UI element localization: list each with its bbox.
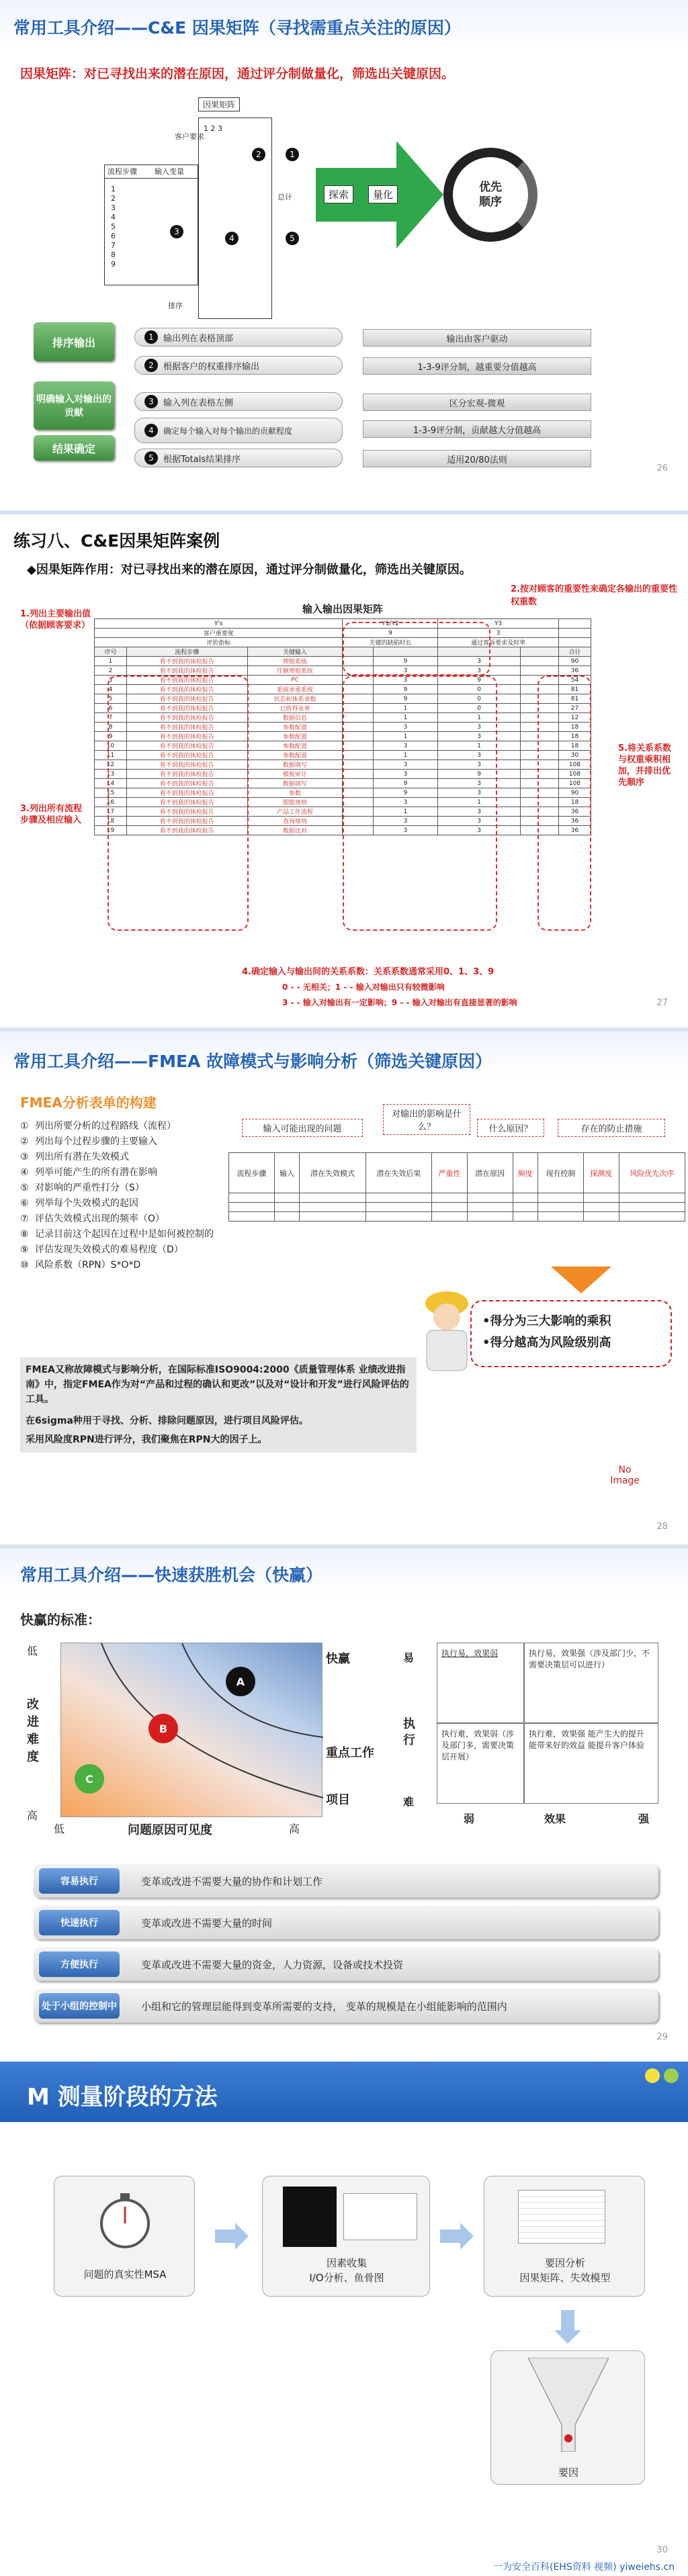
table-cell: 3 bbox=[373, 666, 438, 676]
order-label: 排序 bbox=[168, 302, 183, 310]
criteria-key: 快速执行 bbox=[39, 1910, 120, 1935]
explore-label: 探索 bbox=[324, 185, 353, 203]
box-key-label-1: 要因分析 bbox=[544, 2257, 585, 2269]
priority-circle bbox=[443, 148, 538, 242]
table-cell: 36 bbox=[558, 807, 591, 817]
total-label: 总计 bbox=[277, 193, 292, 201]
col-total: 合计 bbox=[558, 647, 591, 657]
step-number: ④ bbox=[20, 1167, 29, 1178]
criteria-value: 变革或改进不需要大量的协作和计划工作 bbox=[141, 1875, 323, 1888]
annotation-1: 1.列出主要输出值（依据顾客要求） bbox=[20, 609, 91, 631]
y-axis-label: 改进难度 bbox=[27, 1698, 39, 1764]
slide-title: 常用工具介绍——FMEA 故障模式与影响分析（筛选关键原因） bbox=[13, 1052, 492, 1071]
grid-weak: 弱 bbox=[464, 1812, 475, 1825]
table-cell: 18 bbox=[95, 817, 127, 826]
arrow-right-2-icon bbox=[440, 2223, 474, 2252]
table-cell: 0 bbox=[438, 685, 520, 694]
table-cell: 查询规则 bbox=[247, 817, 343, 826]
fishbone-icon bbox=[283, 2187, 337, 2247]
criteria-value: 变革或改进不需要大量的资金，人力资源，设备或技术投资 bbox=[141, 1958, 404, 1971]
dashed-outputs bbox=[343, 622, 490, 676]
table-cell: 5 bbox=[95, 694, 127, 704]
table-cell: 任额理赔系统 bbox=[247, 666, 343, 676]
table-cell: 看不到我的体检报告 bbox=[127, 770, 248, 779]
table-cell: 9 bbox=[438, 676, 520, 685]
criteria-key: 容易执行 bbox=[39, 1868, 120, 1894]
box-key-cause bbox=[490, 2350, 645, 2485]
criteria-value: 小组和它的管理层能得到变革所需要的支持， 变革的规模是在小组能影响的范围内 bbox=[141, 2000, 507, 2013]
step-row-1: 1 输出列在表格顶部 bbox=[134, 328, 343, 347]
marker-3-icon: 3 bbox=[170, 225, 183, 238]
table-cell: 3 bbox=[373, 798, 438, 807]
quadrant-br: 执行难，效果强 能产生大的提升 能带来好的效益 能提升客户体验 bbox=[524, 1723, 658, 1804]
annotation-5: 5.将关系系数与权重乘积相加，并排出优先顺序 bbox=[618, 743, 671, 788]
page-number: 27 bbox=[656, 998, 668, 1008]
table-cell: 看不到我的体检报告 bbox=[127, 751, 248, 760]
table-cell: 15 bbox=[95, 788, 127, 798]
tag-result: 结果确定 bbox=[34, 435, 114, 461]
table-cell: 3 bbox=[438, 657, 520, 666]
table-cell: 参数 bbox=[247, 788, 343, 798]
step-row-4: 4 确定每个输入对每个输出的贡献程度 bbox=[134, 418, 343, 443]
table-cell: 108 bbox=[558, 770, 591, 779]
quantify-label: 量化 bbox=[368, 185, 398, 203]
table-cell: 19 bbox=[95, 826, 127, 835]
table-cell: PC bbox=[247, 676, 343, 685]
table-cell: 参数配置 bbox=[247, 751, 343, 760]
note-row-4: 1-3-9评分制，贡献越大分值越高 bbox=[363, 420, 591, 438]
table-cell: 看不到我的体检报告 bbox=[127, 826, 248, 835]
page-number: 28 bbox=[656, 1522, 668, 1532]
row-label-metric: 评价指标 bbox=[95, 638, 343, 647]
table-cell: 3 bbox=[95, 676, 127, 685]
stopwatch-icon bbox=[95, 2190, 155, 2250]
criteria-row bbox=[34, 1989, 658, 2023]
criteria-value: 变革或改进不需要大量的时间 bbox=[141, 1917, 273, 1929]
question-1: 输入可能出现的问题 bbox=[242, 1119, 363, 1137]
annotation-3: 3.列出所有流程步骤及相应输入 bbox=[20, 804, 82, 825]
matrix-figure: 因果矩阵 客户要求 流程步骤 输入变量 总计 排序 1 2 3 1 2 3 4 5 6 7 8 9 1 2 3 4 5 bbox=[91, 91, 316, 312]
worker-figure bbox=[417, 1287, 477, 1374]
note-row-2: 1-3-9评分制，越重要分值越高 bbox=[363, 357, 591, 375]
step-text: 列出每个过程步骤的主要输入 bbox=[35, 1136, 157, 1147]
step-text: 列出所有潜在失效模式 bbox=[35, 1152, 129, 1162]
step-text: 风险系数（RPN）S*O*D bbox=[35, 1260, 141, 1271]
table-cell: 1 bbox=[373, 751, 438, 760]
circle-b-icon: B bbox=[148, 1714, 178, 1743]
table-cell: 7 bbox=[95, 713, 127, 723]
rpn-callout bbox=[470, 1300, 672, 1367]
arrow-down-icon bbox=[554, 2310, 581, 2346]
table-cell bbox=[520, 666, 558, 676]
slide-subtitle: ◆因果矩阵作用：对已寻找出来的潜在原因，通过评分制做量化，筛选出关键原因。 bbox=[27, 563, 472, 577]
marker-2-icon: 2 bbox=[252, 148, 265, 161]
table-cell: 1 bbox=[373, 732, 438, 741]
grid-easy: 易 bbox=[403, 1651, 415, 1664]
page-number: 29 bbox=[656, 2032, 668, 2042]
y-col-2: Y3 bbox=[438, 619, 559, 629]
table-cell: 16 bbox=[95, 798, 127, 807]
table-cell: 系统承重系统 bbox=[247, 685, 343, 694]
table-cell: 1 bbox=[438, 741, 520, 751]
label-quick-win: 快赢 bbox=[326, 1652, 350, 1666]
slide-measure bbox=[0, 2062, 688, 2576]
step-row-5: 5 根据Totals结果排序 bbox=[134, 449, 343, 467]
slide-ce-matrix bbox=[0, 0, 688, 477]
table-cell: 数据填写 bbox=[247, 760, 343, 770]
fmea-col-header: 严重性 bbox=[432, 1153, 468, 1193]
priority-label: 优先顺序 bbox=[479, 181, 502, 209]
fmea-col-header: 现有控制 bbox=[538, 1153, 584, 1193]
fmea-table bbox=[228, 1152, 685, 1222]
box-factor-label-2: I/O分析、鱼骨图 bbox=[309, 2272, 384, 2284]
y-desc-2: 通过客诉要求及时率 bbox=[438, 638, 559, 647]
step-text: 评估发现失效模式的难易程度（D） bbox=[35, 1244, 183, 1255]
y-high: 高 bbox=[27, 1809, 38, 1822]
question-3: 什么原因？ bbox=[477, 1119, 544, 1137]
table-cell: 3 bbox=[373, 826, 438, 835]
table-cell: 状态和体系承数 bbox=[247, 694, 343, 704]
x-high: 高 bbox=[289, 1823, 300, 1835]
table-cell: 6 bbox=[95, 704, 127, 713]
table-cell: 9 bbox=[438, 770, 520, 779]
rpn-bullet-2: •得分越高为风险级别高 bbox=[482, 1336, 611, 1350]
box-factor-label-1: 因素收集 bbox=[326, 2257, 367, 2269]
table-cell: 看不到我的体检报告 bbox=[127, 779, 248, 788]
question-2: 对输出的影响是什么？ bbox=[383, 1104, 470, 1135]
fmea-step bbox=[20, 1242, 296, 1258]
weight-1: 9 bbox=[343, 629, 438, 638]
label-key-work: 重点工作 bbox=[326, 1746, 374, 1760]
page-number: 26 bbox=[656, 463, 668, 473]
box-key-label-2: 因果矩阵、失效模型 bbox=[519, 2272, 611, 2284]
table-cell: 模板审计 bbox=[247, 770, 343, 779]
explore-quantify-arrow bbox=[316, 141, 443, 248]
table-cell: 3 bbox=[438, 732, 520, 741]
step-number: ③ bbox=[20, 1152, 29, 1162]
table-cell: 1 bbox=[373, 704, 438, 713]
table-cell: 3 bbox=[373, 676, 438, 685]
y-low: 低 bbox=[27, 1645, 38, 1657]
criteria-label: 快赢的标准： bbox=[20, 1612, 101, 1628]
table-cell: 看不到我的体检报告 bbox=[127, 817, 248, 826]
box-msa bbox=[54, 2176, 195, 2297]
step-text: 列举每个失效模式的起因 bbox=[35, 1198, 138, 1209]
table-cell: 3 bbox=[438, 807, 520, 817]
table-cell: 看不到我的体检报告 bbox=[127, 798, 248, 807]
weight-2: 3 bbox=[438, 629, 559, 638]
funnel-icon bbox=[528, 2358, 609, 2452]
deco-dot-green-icon bbox=[664, 2068, 679, 2083]
step-text: 列出所要分析的过程路线（流程） bbox=[35, 1121, 176, 1132]
row-label-importance: 客户重要度 bbox=[95, 629, 343, 638]
table-cell: 3 bbox=[438, 666, 520, 676]
table-cell: 看不到我的体检报告 bbox=[127, 704, 248, 713]
table-cell: 参数配置 bbox=[247, 741, 343, 751]
table-cell: 8 bbox=[95, 723, 127, 732]
table-cell: 期能规则 bbox=[247, 798, 343, 807]
table-cell: 3 bbox=[438, 779, 520, 788]
table-cell: 看不到我的体检报告 bbox=[127, 694, 248, 704]
step-number: ⑥ bbox=[20, 1198, 29, 1209]
table-cell: 0 bbox=[438, 694, 520, 704]
fmea-description bbox=[20, 1357, 417, 1453]
slide-title: M 测量阶段的方法 bbox=[27, 2084, 218, 2111]
table-cell: 看不到我的体检报告 bbox=[127, 760, 248, 770]
no-image-placeholder: No Image bbox=[610, 1465, 640, 1486]
table-cell: 看不到我的体检报告 bbox=[127, 788, 248, 798]
criteria-key: 处于小组的控制中 bbox=[39, 1993, 120, 2019]
note-row-5: 适用20/80法则 bbox=[363, 450, 591, 467]
table-cell: 1 bbox=[373, 807, 438, 817]
fmea-col-header: 潜在失效后果 bbox=[366, 1153, 431, 1193]
table-cell: 3 bbox=[373, 760, 438, 770]
table-cell: 18 bbox=[558, 798, 591, 807]
table-cell: 看不到我的体检报告 bbox=[127, 807, 248, 817]
table-cell: 1 bbox=[95, 657, 127, 666]
customer-req-label: 客户要求 bbox=[175, 132, 204, 141]
legend-1: 0 - - 无相关；1 - - 输入对输出只有较微影响 bbox=[282, 982, 445, 992]
table-cell: 3 bbox=[373, 770, 438, 779]
table-cell: 9 bbox=[373, 788, 438, 798]
table-cell: 1 bbox=[438, 713, 520, 723]
page-number: 30 bbox=[656, 2545, 668, 2555]
slide-title: 常用工具介绍——快速获胜机会（快赢） bbox=[20, 1565, 323, 1585]
dashed-totals bbox=[538, 676, 591, 931]
table-cell: 18 bbox=[558, 723, 591, 732]
table-cell: 看不到我的体检报告 bbox=[127, 676, 248, 685]
marker-1-icon: 1 bbox=[286, 148, 299, 161]
table-cell: 108 bbox=[558, 760, 591, 770]
table-cell: 3 bbox=[438, 751, 520, 760]
label-project: 项目 bbox=[326, 1793, 350, 1807]
table-cell: 12 bbox=[558, 713, 591, 723]
table-cell: 数据填写 bbox=[247, 779, 343, 788]
table-cell: 36 bbox=[558, 817, 591, 826]
process-step-label: 流程步骤 bbox=[108, 167, 137, 176]
box-msa-label: 问题的真实性MSA bbox=[83, 2268, 167, 2281]
slide-title: 常用工具介绍——C&E 因果矩阵（寻找需重点关注的原因） bbox=[13, 18, 461, 38]
fmea-step bbox=[20, 1258, 296, 1273]
table-cell: 看不到我的体检报告 bbox=[127, 732, 248, 741]
table-cell: 参数配置 bbox=[247, 732, 343, 741]
table-cell: 看不到我的体检报告 bbox=[127, 657, 248, 666]
table-cell: 2 bbox=[95, 666, 127, 676]
step-text: 评估失效模式出现的频率（O） bbox=[35, 1213, 165, 1224]
col-no: 序号 bbox=[95, 647, 127, 657]
table-cell: 1 bbox=[373, 713, 438, 723]
ys-label: Y's bbox=[95, 619, 343, 629]
col-step: 流程步骤 bbox=[127, 647, 248, 657]
annotation-4: 4.确定输入与输出间的关系系数：关系系数通常采用0、1、3、9 bbox=[242, 967, 494, 977]
table-cell: 看不到我的体检报告 bbox=[127, 666, 248, 676]
table-cell: 看不到我的体检报告 bbox=[127, 741, 248, 751]
quick-win-chart bbox=[60, 1643, 322, 1817]
dashed-scores bbox=[343, 676, 497, 931]
table-cell: 12 bbox=[95, 760, 127, 770]
criteria-key: 方便执行 bbox=[39, 1951, 120, 1977]
table-cell: 3 bbox=[438, 826, 520, 835]
fmea-col-header: 频度 bbox=[513, 1153, 538, 1193]
quadrant-tr: 执行易，效果强（涉及部门少，不需要决策层可以进行） bbox=[524, 1643, 658, 1723]
step-number: ⑦ bbox=[20, 1213, 29, 1224]
table-cell: 3 bbox=[373, 723, 438, 732]
matrix-thumb-icon bbox=[518, 2190, 605, 2244]
fmea-col-header: 流程步骤 bbox=[229, 1153, 275, 1193]
circle-c-icon: C bbox=[75, 1764, 104, 1794]
x-axis-label: 问题原因可见度 bbox=[128, 1823, 212, 1837]
circle-a-icon: A bbox=[226, 1667, 255, 1696]
table-cell: 17 bbox=[95, 807, 127, 817]
step-text: 列举可能产生的所有潜在影响 bbox=[35, 1167, 157, 1178]
marker-5-icon: 5 bbox=[286, 232, 299, 245]
tag-clarify-contribution: 明确输入对输出的贡献 bbox=[34, 381, 114, 430]
dashed-inputs bbox=[108, 676, 249, 931]
grid-effect: 效果 bbox=[544, 1812, 566, 1825]
table-cell: 9 bbox=[373, 657, 438, 666]
arrow-right-icon bbox=[215, 2223, 249, 2252]
table-cell: 0 bbox=[438, 704, 520, 713]
step-number: ② bbox=[20, 1136, 29, 1147]
table-cell: 数据比对 bbox=[247, 826, 343, 835]
step-number: ⑤ bbox=[20, 1183, 29, 1193]
input-var-label: 输入变量 bbox=[155, 167, 184, 176]
table-cell: 3 bbox=[373, 741, 438, 751]
table-cell: 4 bbox=[95, 685, 127, 694]
slide-ce-exercise bbox=[0, 510, 688, 1021]
table-cell: 看不到我的体检报告 bbox=[127, 713, 248, 723]
slide-quick-win bbox=[0, 1545, 688, 2055]
table-cell: 理赔系统 bbox=[247, 657, 343, 666]
quadrant-tl: 执行易，效果弱 bbox=[437, 1643, 524, 1723]
table-cell: 产品工作流程 bbox=[247, 807, 343, 817]
step-number: ⑨ bbox=[20, 1244, 29, 1255]
deco-dot-yellow-icon bbox=[645, 2068, 660, 2083]
criteria-row bbox=[34, 1906, 658, 1939]
fmea-col-header: 输入 bbox=[274, 1153, 299, 1193]
tag-sort-output: 排序输出 bbox=[34, 322, 114, 361]
step-text: 对影响的严重性打分（S） bbox=[35, 1183, 144, 1193]
table-cell: 9 bbox=[95, 732, 127, 741]
fishbone-diagram-icon bbox=[343, 2193, 417, 2240]
table-cell: 1 bbox=[438, 798, 520, 807]
slide-title: 练习八、C&E因果矩阵案例 bbox=[13, 531, 220, 551]
step-row-2: 2 根据客户的权重排序输出 bbox=[134, 356, 343, 375]
step-number: ① bbox=[20, 1121, 29, 1132]
table-cell: 90 bbox=[558, 657, 591, 666]
slide-subtitle: 因果矩阵：对已寻找出来的潜在原因，通过评分制做量化，筛选出关键原因。 bbox=[20, 66, 455, 81]
note-row-1: 输出由客户驱动 bbox=[363, 329, 591, 347]
table-cell: 9 bbox=[373, 694, 438, 704]
table-cell: 36 bbox=[558, 666, 591, 676]
y-desc-1: 关键的缺陷时长 bbox=[343, 638, 438, 647]
table-cell: 3 bbox=[373, 817, 438, 826]
box-key-cause-analysis bbox=[484, 2176, 645, 2297]
table-cell: 看不到我的体检报告 bbox=[127, 685, 248, 694]
table-cell: 10 bbox=[95, 741, 127, 751]
table-cell: 81 bbox=[558, 694, 591, 704]
x-low: 低 bbox=[54, 1823, 65, 1835]
table-cell: 18 bbox=[558, 732, 591, 741]
table-cell: 3 bbox=[438, 760, 520, 770]
grid-hard: 难 bbox=[403, 1796, 415, 1808]
matrix-label: 因果矩阵 bbox=[198, 97, 240, 111]
table-cell: 9 bbox=[373, 779, 438, 788]
legend-2: 3 - - 输入对输出有一定影响；9 - - 输入对输出有直接显著的影响 bbox=[282, 998, 517, 1007]
grid-exec: 执行 bbox=[403, 1717, 415, 1747]
para-2: 在6sigma种用于寻找、分析、排除问题原因，进行项目风险评估。 bbox=[26, 1416, 308, 1426]
y-col-1: Y1/Y2 bbox=[343, 619, 438, 629]
table-cell: 看不到我的体检报告 bbox=[127, 723, 248, 732]
question-4: 存在的防止措施 bbox=[558, 1119, 665, 1137]
step-row-3: 3 输入列在表格左侧 bbox=[134, 392, 343, 411]
table-cell: 13 bbox=[95, 770, 127, 779]
table-cell: 3 bbox=[438, 817, 520, 826]
table-cell: 108 bbox=[558, 779, 591, 788]
criteria-row bbox=[34, 1947, 658, 1981]
criteria-row bbox=[34, 1864, 658, 1898]
note-row-3: 区分宏观-微观 bbox=[363, 394, 591, 411]
step-number: ⑧ bbox=[20, 1229, 29, 1240]
table-cell: 已收得业务 bbox=[247, 704, 343, 713]
box-factor-collect bbox=[262, 2176, 430, 2297]
table-cell: 11 bbox=[95, 751, 127, 760]
table-title: 输入输出因果矩阵 bbox=[302, 603, 383, 615]
table-cell: 参数配置 bbox=[247, 723, 343, 732]
para-3: 采用风险度RPN进行评分，我们聚焦在RPN大的因子上。 bbox=[26, 1434, 267, 1445]
step-text: 记录目前这个起因在过程中是如何被控制的 bbox=[35, 1229, 214, 1240]
table-cell: 36 bbox=[558, 826, 591, 835]
col-input: 关键输入 bbox=[247, 647, 343, 657]
fmea-col-header: 潜在原因 bbox=[467, 1153, 513, 1193]
table-cell: 81 bbox=[558, 685, 591, 694]
box-key-cause-label: 要因 bbox=[558, 2467, 578, 2479]
fmea-col-header: 潜在失效模式 bbox=[300, 1153, 366, 1193]
para-1: FMEA又称故障模式与影响分析，在国际标准ISO9004:2000《质量管理体系 业绩改进指南》中，指定FMEA作为对“产品和过程的确认和更改”以及对“设计和开发”进行风险评估的工具。 bbox=[26, 1365, 409, 1405]
grid-strong: 强 bbox=[638, 1812, 650, 1825]
slide-subtitle: FMEA分析表单的构建 bbox=[20, 1095, 157, 1111]
table-cell: 数据信息 bbox=[247, 713, 343, 723]
fmea-step bbox=[20, 1227, 296, 1242]
rpn-bullet-1: •得分为三大影响的乘积 bbox=[482, 1314, 611, 1328]
table-cell: 18 bbox=[558, 741, 591, 751]
table-cell bbox=[520, 657, 558, 666]
table-cell: 90 bbox=[558, 788, 591, 798]
table-cell: 54 bbox=[558, 676, 591, 685]
table-cell: 9 bbox=[373, 685, 438, 694]
table-cell: 3 bbox=[438, 723, 520, 732]
annotation-2: 2.按对顾客的重要性来确定各输出的重要性权重数 bbox=[511, 584, 677, 607]
marker-4-icon: 4 bbox=[225, 232, 239, 245]
table-cell: 30 bbox=[558, 751, 591, 760]
down-arrow-icon bbox=[551, 1267, 611, 1293]
table-cell: 14 bbox=[95, 779, 127, 788]
fmea-col-header: 风险优先次序 bbox=[619, 1153, 685, 1193]
step-number: ⑩ bbox=[20, 1260, 29, 1271]
table-cell: 27 bbox=[558, 704, 591, 713]
fmea-col-header: 探测度 bbox=[583, 1153, 619, 1193]
footer-watermark: 一为安全百科(EHS资料 视频) yiweiehs.cn bbox=[492, 2562, 675, 2573]
slide-fmea bbox=[0, 1027, 688, 1538]
quadrant-bl: 执行难，效果弱（涉及部门多，需要决策层开展） bbox=[437, 1723, 524, 1804]
table-cell: 3 bbox=[438, 788, 520, 798]
